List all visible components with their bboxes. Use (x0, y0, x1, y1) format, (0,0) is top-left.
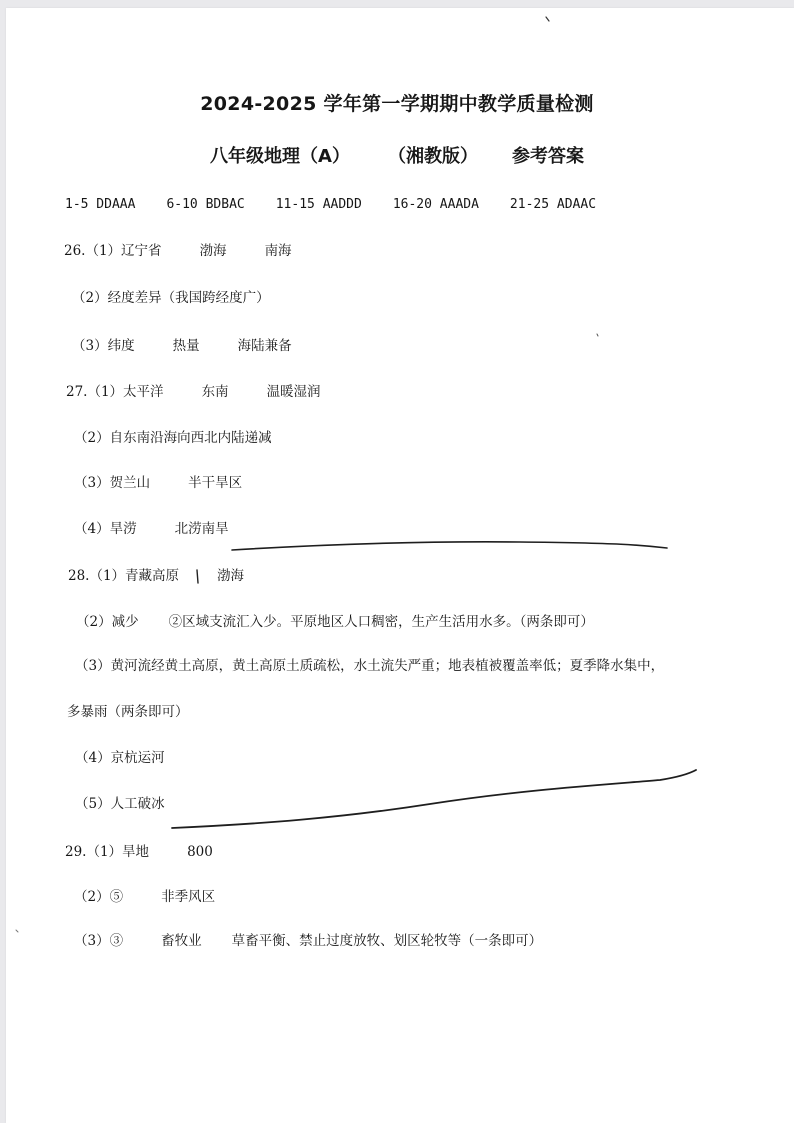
answer-text: 畜牧业 (161, 933, 202, 949)
subtitle-grade-subject: 八年级地理（A） (210, 146, 350, 167)
q28-part4: （4）京杭运河 (75, 750, 165, 766)
q29-part3 (74, 931, 542, 951)
answer-text: （2）⑤ (74, 889, 124, 905)
answer-text: 温暖湿润 (266, 384, 321, 400)
page-subtitle (0, 142, 794, 168)
q28-part3-line1: （3）黄河流经黄土高原，黄土高原土质疏松，水土流失严重；地表植被覆盖率低；夏季降水集中， (75, 658, 665, 674)
q26-part1 (64, 241, 292, 261)
answer-text: （4）旱涝 (74, 521, 137, 537)
subtitle-answer-key: 参考答案 (511, 146, 584, 167)
answer-text: 29.（1）旱地 (65, 844, 150, 860)
answer-text: 草畜平衡、禁止过度放牧、划区轮牧等（一条即可） (231, 933, 543, 949)
answer-text: 热量 (172, 338, 200, 354)
answer-text: 800 (187, 844, 213, 860)
answer-text: ②区域支流汇入少。平原地区人口稠密，生产生活用水多。（两条即可） (168, 614, 594, 630)
answer-text: 东南 (201, 384, 229, 400)
answer-text: 海陆兼备 (237, 338, 292, 354)
q27-part2: （2）自东南沿海向西北内陆递减 (74, 430, 272, 446)
answer-text: 北涝南旱 (174, 521, 229, 537)
q29-part1 (65, 842, 213, 862)
choice-answer-6-10: 6-10 BDBAC (166, 197, 245, 212)
answer-text: 南海 (264, 243, 292, 259)
choice-answer-11-15: 11-15 AADDD (275, 197, 362, 212)
answer-text: 26.（1）辽宁省 (64, 243, 162, 259)
choice-answer-1-5: 1-5 DDAAA (65, 197, 136, 212)
answer-text: 半干旱区 (188, 475, 243, 491)
subtitle-edition: （湘教版） (387, 146, 478, 167)
answer-text: 渤海 (199, 243, 227, 259)
choice-answer-16-20: 16-20 AAADA (392, 197, 479, 212)
q28-part5: （5）人工破冰 (75, 796, 165, 812)
q27-part1 (66, 382, 321, 402)
choice-answer-21-25: 21-25 ADAAC (509, 197, 597, 212)
q28-part1 (68, 566, 244, 586)
q28-part3-line2: 多暴雨（两条即可） (67, 704, 189, 720)
q29-part2 (74, 887, 215, 907)
answer-text: 28.（1）青藏高原 (68, 568, 180, 584)
answer-text: 非季风区 (161, 889, 216, 905)
q27-part4 (74, 519, 229, 539)
q27-part3 (74, 473, 242, 493)
q28-part2 (76, 612, 594, 632)
answer-text: 渤海 (217, 568, 245, 584)
q26-part2: （2）经度差异（我国跨经度广） (72, 290, 270, 306)
choice-answers-row (65, 194, 627, 215)
page-title: 2024-2025 学年第一学期期中教学质量检测 (200, 93, 594, 115)
answer-text: 27.（1）太平洋 (66, 384, 164, 400)
answer-text: （3）贺兰山 (74, 475, 151, 491)
answer-text: （2）减少 (76, 614, 139, 630)
answer-text: （3）③ (74, 933, 124, 949)
answer-text: （3）纬度 (72, 338, 135, 354)
q26-part3 (72, 336, 292, 356)
